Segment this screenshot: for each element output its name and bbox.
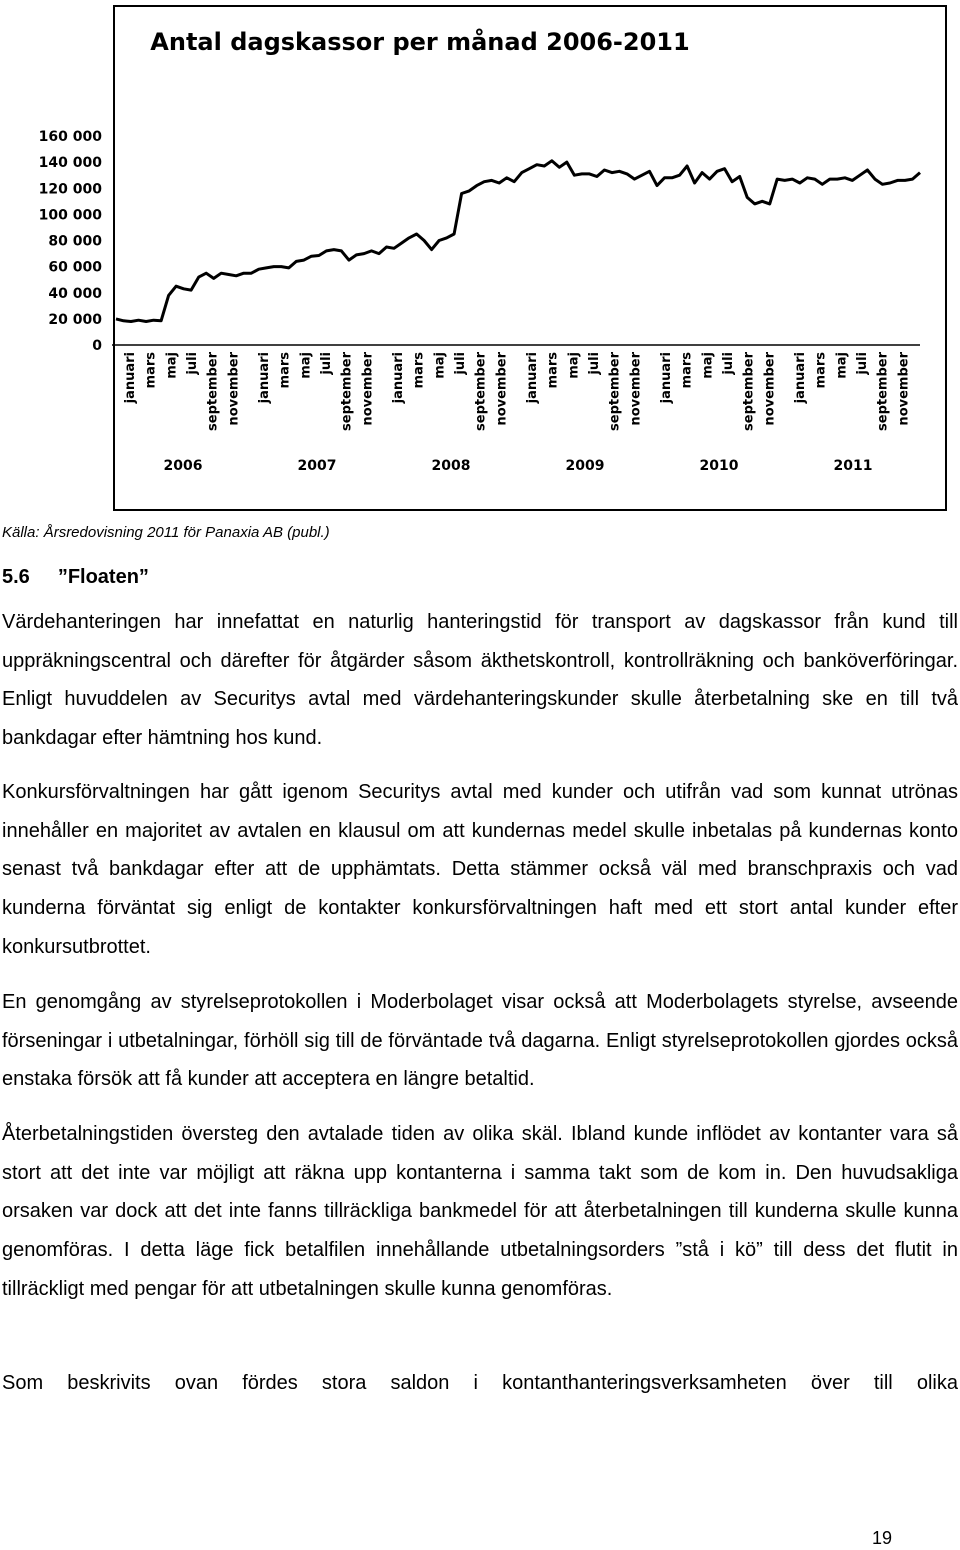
x-tick-label: september: [607, 352, 623, 431]
x-tick-label: november: [896, 352, 912, 426]
section-title: ”Floaten”: [57, 566, 149, 588]
y-tick-label: 140 000: [38, 155, 102, 172]
x-tick-label: januari: [257, 352, 272, 404]
y-tick-label: 100 000: [38, 207, 102, 224]
x-tick-label: mars: [679, 352, 695, 389]
x-tick-label: november: [360, 352, 376, 426]
year-label: 2006: [163, 458, 203, 474]
x-tick-label: juli: [721, 352, 736, 375]
x-tick-label: juli: [319, 352, 334, 375]
x-tick-label: juli: [855, 352, 870, 375]
chart-border: [114, 6, 946, 510]
series-line: [116, 161, 920, 322]
paragraph-3: En genomgång av styrelseprotokollen i Moderbolaget visar också att Moderbolagets styrelse, avseende förseningar i utbetalningar, förhöll sig till de förväntade två dagarna. Enligt styrelseprotokollen gjordes också enstaka försök att få kunder att acceptera en längre betaltid.: [2, 991, 958, 1091]
x-tick-label: november: [226, 352, 242, 426]
x-axis-month-ticks: [123, 351, 911, 431]
x-tick-label: november: [494, 352, 510, 426]
y-tick-label: 60 000: [48, 259, 102, 276]
year-label: 2011: [833, 458, 873, 474]
x-tick-label: september: [741, 352, 757, 431]
year-label: 2008: [431, 458, 471, 474]
chart-figure: [0, 0, 960, 515]
y-tick-label: 0: [92, 338, 102, 354]
x-tick-label: januari: [659, 352, 674, 404]
page-number: 19: [871, 1528, 892, 1548]
x-tick-label: november: [628, 352, 644, 426]
x-tick-label: september: [875, 352, 891, 431]
x-tick-label: november: [762, 352, 778, 426]
x-tick-label: juli: [453, 352, 468, 375]
x-tick-label: januari: [123, 352, 138, 404]
paragraph-1: Värdehanteringen har innefattat en naturlig hanteringstid för transport av dagskassor från kund till uppräkningscentral och därefter för åtgärder såsom äkthetskontroll, kontrollräkning och banköverföringar. Enligt huvuddelen av Securitys avtal med värdehanteringskunder skulle återbetalning ske en till två bankdagar efter hämtning hos kund.: [2, 611, 958, 750]
x-tick-label: maj: [834, 352, 850, 379]
x-tick-label: mars: [545, 352, 561, 389]
year-label: 2009: [565, 458, 605, 474]
x-tick-label: maj: [566, 352, 582, 379]
line-chart: [0, 0, 960, 515]
section-number: 5.6: [2, 566, 30, 588]
chart-title: Antal dagskassor per månad 2006-2011: [150, 28, 690, 56]
x-tick-label: mars: [277, 352, 293, 389]
x-tick-label: juli: [185, 352, 200, 375]
year-label: 2007: [297, 458, 337, 474]
y-axis-ticks: [39, 129, 103, 354]
x-tick-label: mars: [411, 352, 427, 389]
y-tick-label: 80 000: [48, 233, 102, 250]
chart-source-caption: Källa: Årsredovisning 2011 för Panaxia AB (publ.): [2, 524, 330, 541]
x-tick-label: mars: [143, 352, 159, 389]
x-tick-label: september: [205, 352, 221, 431]
section-heading: [2, 566, 149, 589]
y-tick-label: 160 000: [38, 129, 102, 145]
x-tick-label: juli: [587, 352, 602, 375]
y-tick-label: 20 000: [48, 311, 102, 328]
x-tick-label: januari: [793, 352, 808, 404]
y-tick-label: 40 000: [48, 285, 102, 302]
paragraph-2: Konkursförvaltningen har gått igenom Securitys avtal med kunder och utifrån vad som kunnat utrönas innehåller en majoritet av avtalen en klausul om att kundernas medel skulle inbetalas på kundernas konto senast två bankdagar efter att de upphämtats. Detta stämmer också väl med branschpraxis och vad kunderna förväntat sig enligt de kontakter konkursförvaltningen haft med ett stort antal kunder efter konkursutbrottet.: [2, 781, 958, 958]
x-tick-label: maj: [298, 352, 314, 379]
y-tick-label: 120 000: [38, 181, 102, 198]
x-tick-label: mars: [813, 352, 829, 389]
x-tick-label: maj: [700, 352, 716, 379]
x-tick-label: maj: [432, 352, 448, 379]
x-tick-label: januari: [525, 352, 540, 404]
x-tick-label: januari: [391, 352, 406, 404]
paragraph-5: Som beskrivits ovan fördes stora saldon i kontanthanteringsverksamheten över till olika: [2, 1372, 958, 1394]
x-tick-label: september: [473, 352, 489, 431]
x-tick-label: maj: [164, 352, 180, 379]
paragraph-4: Återbetalningstiden översteg den avtalade tiden av olika skäl. Ibland kunde inflödet av kontanter vara så stort att det inte var möjligt att räkna upp kontanterna i samma takt som de kom in. Den huvudsakliga orsaken var dock att det inte fanns tillräckliga bankmedel för att återbetalningen till kunderna skulle kunna genomföras. I detta läge fick betalfilen innehållande utbetalningsorders ”stå i kö” till dess det flutit in tillräckligt med pengar för att utbetalningen skulle kunna genomföras.: [2, 1123, 958, 1300]
x-tick-label: september: [339, 352, 355, 431]
x-axis-year-labels: [164, 458, 873, 474]
year-label: 2010: [699, 458, 739, 474]
